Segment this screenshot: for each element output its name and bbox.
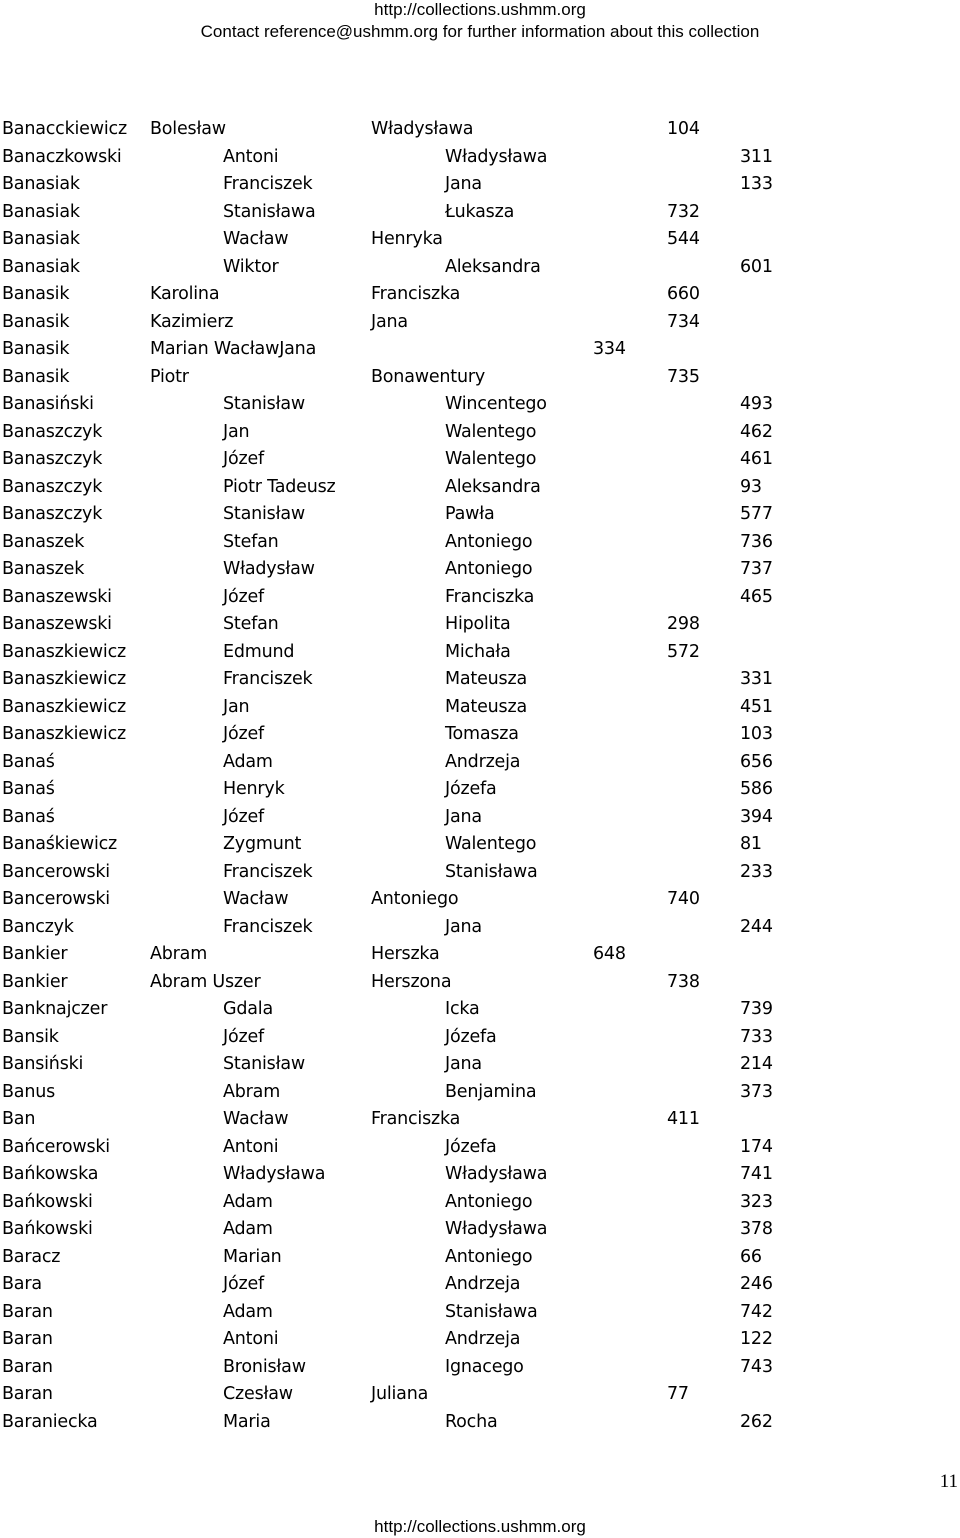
list-row xyxy=(0,446,960,474)
parent-name: Franciszka xyxy=(371,284,461,304)
first-name: Marian WacławJana xyxy=(150,339,317,359)
parent-name: Łukasza xyxy=(445,201,515,222)
surname: Banaszkiewicz xyxy=(2,641,126,662)
record-number: 81 xyxy=(740,834,762,854)
first-name: Franciszek xyxy=(223,861,313,882)
first-name: Adam xyxy=(223,1301,273,1322)
list-row xyxy=(0,254,960,282)
record-number: 93 xyxy=(740,476,762,497)
surname: Banaszczyk xyxy=(2,476,103,497)
parent-name: Walentego xyxy=(445,834,537,854)
parent-name: Jana xyxy=(445,916,482,937)
surname: Ban xyxy=(2,1109,36,1129)
record-number: 656 xyxy=(740,751,773,772)
surname: Banasik xyxy=(2,366,70,387)
surname: Banacckiewicz xyxy=(2,119,127,139)
parent-name: Henryka xyxy=(371,229,443,249)
record-number: 739 xyxy=(740,999,773,1019)
record-number: 601 xyxy=(740,256,773,277)
record-number: 174 xyxy=(740,1136,773,1157)
record-number: 461 xyxy=(740,449,773,469)
first-name: Józef xyxy=(223,724,264,744)
record-number: 394 xyxy=(740,806,773,827)
list-row xyxy=(0,1024,960,1052)
parent-name: Józefa xyxy=(445,1026,497,1047)
list-row xyxy=(0,859,960,887)
list-row xyxy=(0,336,960,364)
first-name: Stanisław xyxy=(223,504,305,524)
record-number: 66 xyxy=(740,1246,762,1267)
surname: Banaszczyk xyxy=(2,421,103,442)
surname: Baran xyxy=(2,1301,53,1322)
first-name: Franciszek xyxy=(223,174,313,194)
surname: Banus xyxy=(2,1081,56,1102)
record-number: 648 xyxy=(593,944,626,964)
name-list xyxy=(0,116,960,1436)
first-name: Marian xyxy=(223,1246,282,1267)
parent-name: Mateusza xyxy=(445,669,527,689)
parent-name: Mateusza xyxy=(445,696,527,717)
first-name: Franciszek xyxy=(223,916,313,937)
record-number: 233 xyxy=(740,861,773,882)
first-name: Wacław xyxy=(223,1109,289,1129)
record-number: 246 xyxy=(740,1274,773,1294)
surname: Bankier xyxy=(2,944,68,964)
list-row xyxy=(0,914,960,942)
surname: Baran xyxy=(2,1329,53,1349)
parent-name: Rocha xyxy=(445,1411,498,1432)
first-name: Jan xyxy=(223,696,250,717)
list-row xyxy=(0,831,960,859)
parent-name: Władysława xyxy=(445,1219,548,1239)
record-number: 244 xyxy=(740,916,773,937)
parent-name: Władysława xyxy=(445,1164,548,1184)
list-row xyxy=(0,1271,960,1299)
surname: Banaszek xyxy=(2,531,85,552)
surname: Banaszkiewicz xyxy=(2,696,126,717)
list-row xyxy=(0,364,960,392)
parent-name: Walentego xyxy=(445,421,537,442)
record-number: 323 xyxy=(740,1191,773,1212)
surname: Banaszewski xyxy=(2,586,112,607)
parent-name: Aleksandra xyxy=(445,476,541,497)
parent-name: Józefa xyxy=(445,1136,497,1157)
record-number: 734 xyxy=(667,311,700,332)
list-row xyxy=(0,226,960,254)
surname: Baracz xyxy=(2,1246,61,1267)
list-row xyxy=(0,1134,960,1162)
surname: Banaszkiewicz xyxy=(2,724,126,744)
record-number: 740 xyxy=(667,889,700,909)
surname: Bańkowska xyxy=(2,1164,99,1184)
surname: Banaśkiewicz xyxy=(2,834,118,854)
surname: Banasiak xyxy=(2,256,80,277)
record-number: 738 xyxy=(667,971,700,992)
parent-name: Wincentego xyxy=(445,394,547,414)
list-row xyxy=(0,611,960,639)
list-row xyxy=(0,1106,960,1134)
list-row xyxy=(0,474,960,502)
parent-name: Herszona xyxy=(371,971,452,992)
list-row xyxy=(0,886,960,914)
parent-name: Pawła xyxy=(445,504,495,524)
list-row xyxy=(0,199,960,227)
record-number: 586 xyxy=(740,779,773,799)
header-contact-line: Contact reference@ushmm.org for further information about this collection xyxy=(200,22,760,41)
record-number: 133 xyxy=(740,174,773,194)
list-row xyxy=(0,419,960,447)
list-row xyxy=(0,749,960,777)
first-name: Józef xyxy=(223,449,264,469)
list-row xyxy=(0,666,960,694)
list-row xyxy=(0,694,960,722)
list-row xyxy=(0,171,960,199)
parent-name: Jana xyxy=(445,806,482,827)
first-name: Gdala xyxy=(223,999,273,1019)
page-number: 11 xyxy=(939,1471,958,1492)
record-number: 311 xyxy=(740,146,773,167)
first-name: Władysław xyxy=(223,559,315,579)
surname: Banaszczyk xyxy=(2,449,103,469)
list-row xyxy=(0,1326,960,1354)
list-row xyxy=(0,996,960,1024)
surname: Banasiak xyxy=(2,174,80,194)
record-number: 262 xyxy=(740,1411,773,1432)
parent-name: Franciszka xyxy=(371,1109,461,1129)
first-name: Czesław xyxy=(223,1384,293,1404)
record-number: 331 xyxy=(740,669,773,689)
header-url: http://collections.ushmm.org xyxy=(374,0,586,19)
list-row xyxy=(0,1354,960,1382)
list-row xyxy=(0,556,960,584)
parent-name: Jana xyxy=(371,311,408,332)
surname: Banasik xyxy=(2,339,70,359)
first-name: Henryk xyxy=(223,779,285,799)
parent-name: Ignacego xyxy=(445,1356,524,1377)
surname: Bara xyxy=(2,1274,42,1294)
list-row xyxy=(0,309,960,337)
surname: Banczyk xyxy=(2,916,74,937)
first-name: Edmund xyxy=(223,641,295,662)
list-row xyxy=(0,391,960,419)
parent-name: Franciszka xyxy=(445,586,535,607)
parent-name: Jana xyxy=(445,1054,482,1074)
record-number: 462 xyxy=(740,421,773,442)
surname: Banaś xyxy=(2,806,55,827)
parent-name: Stanisława xyxy=(445,861,538,882)
surname: Banaszczyk xyxy=(2,504,103,524)
list-row xyxy=(0,941,960,969)
list-row xyxy=(0,639,960,667)
first-name: Józef xyxy=(223,1026,264,1047)
record-number: 465 xyxy=(740,586,773,607)
record-number: 660 xyxy=(667,284,700,304)
surname: Banknajczer xyxy=(2,999,108,1019)
parent-name: Stanisława xyxy=(445,1301,538,1322)
list-row xyxy=(0,1189,960,1217)
first-name: Kazimierz xyxy=(150,311,234,332)
record-number: 572 xyxy=(667,641,700,662)
parent-name: Hipolita xyxy=(445,614,511,634)
record-number: 741 xyxy=(740,1164,773,1184)
parent-name: Władysława xyxy=(445,146,548,167)
surname: Banaś xyxy=(2,751,55,772)
parent-name: Antoniego xyxy=(445,531,533,552)
parent-name: Andrzeja xyxy=(445,1329,521,1349)
record-number: 493 xyxy=(740,394,773,414)
first-name: Adam xyxy=(223,1219,273,1239)
parent-name: Andrzeja xyxy=(445,1274,521,1294)
parent-name: Andrzeja xyxy=(445,751,521,772)
first-name: Wiktor xyxy=(223,256,279,277)
parent-name: Antoniego xyxy=(445,1191,533,1212)
surname: Bankier xyxy=(2,971,68,992)
surname: Baraniecka xyxy=(2,1411,98,1432)
first-name: Wacław xyxy=(223,889,289,909)
surname: Bancerowski xyxy=(2,889,110,909)
list-row xyxy=(0,776,960,804)
record-number: 733 xyxy=(740,1026,773,1047)
first-name: Antoni xyxy=(223,146,279,167)
record-number: 122 xyxy=(740,1329,773,1349)
parent-name: Józefa xyxy=(445,779,497,799)
surname: Banasiński xyxy=(2,394,94,414)
parent-name: Tomasza xyxy=(445,724,519,744)
parent-name: Aleksandra xyxy=(445,256,541,277)
first-name: Stanisław xyxy=(223,1054,305,1074)
parent-name: Bonawentury xyxy=(371,366,486,387)
first-name: Stanisława xyxy=(223,201,316,222)
first-name: Władysława xyxy=(223,1164,326,1184)
surname: Bansiński xyxy=(2,1054,84,1074)
first-name: Józef xyxy=(223,1274,264,1294)
surname: Baran xyxy=(2,1384,53,1404)
list-row xyxy=(0,1244,960,1272)
list-row xyxy=(0,1079,960,1107)
first-name: Jan xyxy=(223,421,250,442)
first-name: Wacław xyxy=(223,229,289,249)
surname: Banasik xyxy=(2,284,70,304)
surname: Bańkowski xyxy=(2,1191,93,1212)
record-number: 732 xyxy=(667,201,700,222)
first-name: Piotr xyxy=(150,366,189,387)
surname: Banaszek xyxy=(2,559,85,579)
first-name: Adam xyxy=(223,751,273,772)
parent-name: Michała xyxy=(445,641,511,662)
list-row xyxy=(0,1216,960,1244)
parent-name: Władysława xyxy=(371,119,474,139)
record-number: 103 xyxy=(740,724,773,744)
first-name: Abram xyxy=(223,1081,281,1102)
first-name: Adam xyxy=(223,1191,273,1212)
record-number: 736 xyxy=(740,531,773,552)
parent-name: Antoniego xyxy=(445,559,533,579)
parent-name: Antoniego xyxy=(445,1246,533,1267)
surname: Banasik xyxy=(2,311,70,332)
first-name: Maria xyxy=(223,1411,271,1432)
record-number: 451 xyxy=(740,696,773,717)
surname: Banasiak xyxy=(2,201,80,222)
surname: Bancerowski xyxy=(2,861,110,882)
surname: Baran xyxy=(2,1356,53,1377)
first-name: Franciszek xyxy=(223,669,313,689)
record-number: 743 xyxy=(740,1356,773,1377)
surname: Banasiak xyxy=(2,229,80,249)
record-number: 378 xyxy=(740,1219,773,1239)
list-row xyxy=(0,116,960,144)
list-row xyxy=(0,584,960,612)
list-row xyxy=(0,969,960,997)
list-row xyxy=(0,501,960,529)
record-number: 544 xyxy=(667,229,700,249)
record-number: 742 xyxy=(740,1301,773,1322)
first-name: Stanisław xyxy=(223,394,305,414)
first-name: Abram xyxy=(150,944,208,964)
list-row xyxy=(0,144,960,172)
first-name: Piotr Tadeusz xyxy=(223,476,336,497)
list-row xyxy=(0,1299,960,1327)
record-number: 104 xyxy=(667,119,700,139)
list-row xyxy=(0,1409,960,1437)
parent-name: Juliana xyxy=(371,1384,429,1404)
list-row xyxy=(0,721,960,749)
record-number: 298 xyxy=(667,614,700,634)
record-number: 334 xyxy=(593,339,626,359)
list-row xyxy=(0,1051,960,1079)
surname: Banaczkowski xyxy=(2,146,122,167)
first-name: Abram Uszer xyxy=(150,971,261,992)
first-name: Józef xyxy=(223,586,264,607)
surname: Bansik xyxy=(2,1026,59,1047)
record-number: 411 xyxy=(667,1109,700,1129)
parent-name: Walentego xyxy=(445,449,537,469)
first-name: Józef xyxy=(223,806,264,827)
record-number: 373 xyxy=(740,1081,773,1102)
surname: Banaszkiewicz xyxy=(2,669,126,689)
surname: Bańkowski xyxy=(2,1219,93,1239)
record-number: 737 xyxy=(740,559,773,579)
parent-name: Icka xyxy=(445,999,480,1019)
first-name: Antoni xyxy=(223,1136,279,1157)
list-row xyxy=(0,529,960,557)
parent-name: Herszka xyxy=(371,944,440,964)
list-row xyxy=(0,281,960,309)
list-row xyxy=(0,804,960,832)
first-name: Bronisław xyxy=(223,1356,306,1377)
list-row xyxy=(0,1381,960,1409)
first-name: Antoni xyxy=(223,1329,279,1349)
record-number: 735 xyxy=(667,366,700,387)
record-number: 77 xyxy=(667,1384,689,1404)
record-number: 214 xyxy=(740,1054,773,1074)
first-name: Stefan xyxy=(223,531,279,552)
surname: Banaś xyxy=(2,779,55,799)
first-name: Zygmunt xyxy=(223,834,302,854)
first-name: Karolina xyxy=(150,284,220,304)
list-row xyxy=(0,1161,960,1189)
first-name: Bolesław xyxy=(150,119,226,139)
first-name: Stefan xyxy=(223,614,279,634)
surname: Bańcerowski xyxy=(2,1136,110,1157)
parent-name: Benjamina xyxy=(445,1081,537,1102)
parent-name: Antoniego xyxy=(371,889,459,909)
parent-name: Jana xyxy=(445,174,482,194)
record-number: 577 xyxy=(740,504,773,524)
surname: Banaszewski xyxy=(2,614,112,634)
footer-url: http://collections.ushmm.org xyxy=(374,1517,586,1536)
